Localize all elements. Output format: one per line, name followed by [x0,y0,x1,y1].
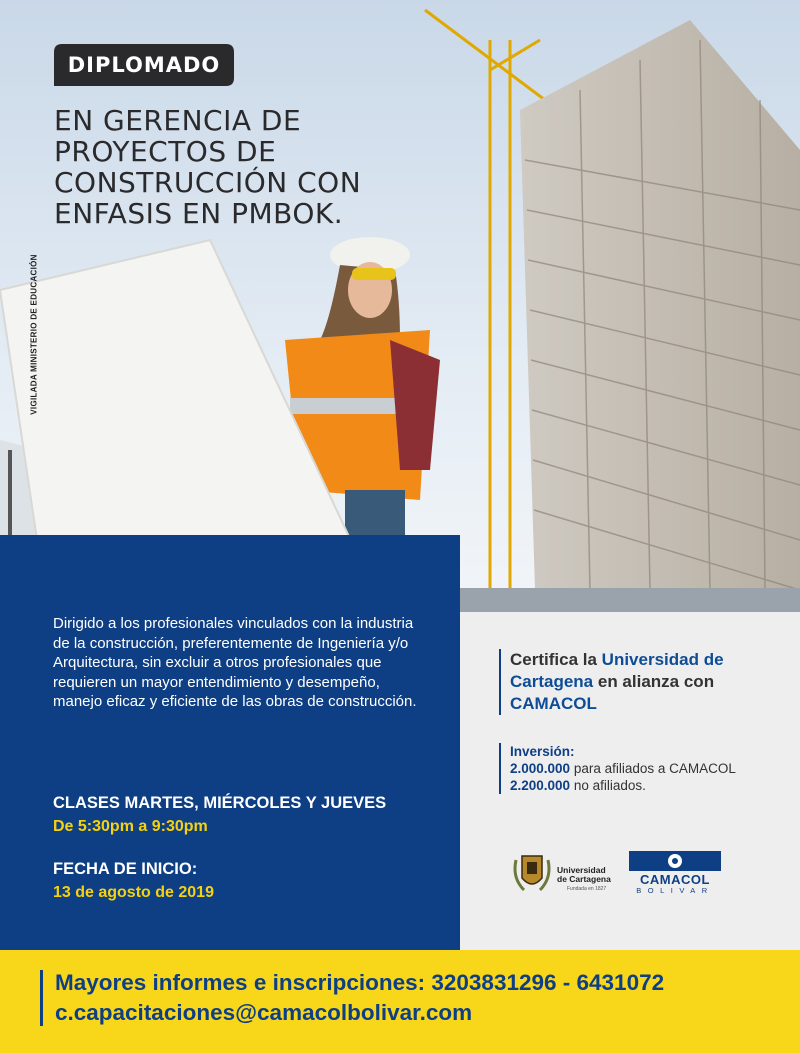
price-non-affiliates: 2.200.000 [510,778,571,793]
udc-name: Universidad de Cartagena [557,865,611,884]
investment-info [499,743,790,794]
page-title [54,105,474,229]
price-affiliates: 2.000.000 [510,761,571,776]
camacol-sub: BOLIVAR [636,886,714,895]
udc-founded: Fundada en 1827 [567,886,607,892]
fecha-label: FECHA DE INICIO: [53,860,198,878]
footer-accent-bar [40,970,43,1026]
diplomado-badge: DIPLOMADO [67,53,221,77]
cert-university: Universidad de Cartagena [510,650,724,691]
cert-partner: CAMACOL [510,694,597,713]
clases-label: CLASES MARTES, MIÉRCOLES Y JUEVES [53,794,387,812]
horario: De 5:30pm a 9:30pm [53,818,208,835]
cert-prefix: Certifica la [510,650,597,669]
investment-label: Inversión: [510,744,575,759]
price-affiliates-note: para afiliados a CAMACOL [573,761,736,776]
title-line: ENFASIS EN PMBOK. [54,197,344,230]
contact-phones: Mayores informes e inscripciones: 3203831296 - 6431072 [55,970,665,995]
camacol-name: CAMACOL [640,872,710,887]
title-line: EN GERENCIA DE [54,104,302,137]
vigilada-note: VIGILADA MINISTERIO DE EDUCACIÓN [29,254,39,415]
title-line: CONSTRUCCIÓN CON [54,166,362,199]
cert-middle: en alianza con [597,672,715,691]
contact-email[interactable]: c.capacitaciones@camacolbolivar.com [55,1000,473,1025]
title-line: PROYECTOS DE [54,135,277,168]
program-description: Dirigido a los profesionales vinculados con la industria de la construcción, preferentemente de Ingeniería y/o Arquitectura, sin excluir a otros profesionales que requieren un mayor entendimiento y desempeño, manejo eficaz y eficiente de las obras de construcción. [53,615,417,710]
building-tower [520,20,800,590]
fecha-inicio: 13 de agosto de 2019 [53,884,214,901]
price-non-affiliates-note: no afiliados. [573,778,646,793]
certification-text [499,649,780,715]
